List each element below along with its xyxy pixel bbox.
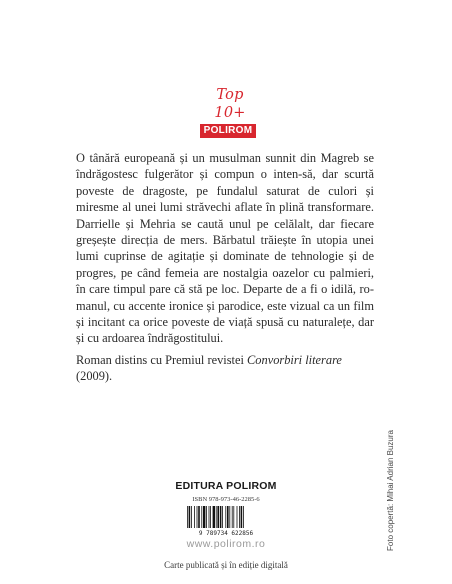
publisher-website[interactable]: www.polirom.ro xyxy=(186,538,266,550)
award-magazine: Convorbiri literare xyxy=(247,353,342,367)
barcode-bar xyxy=(203,506,205,528)
barcode-bar xyxy=(197,506,198,528)
series-title: Top 10+ xyxy=(214,87,246,121)
publisher-badge: POLIROM xyxy=(200,124,256,138)
barcode-bar xyxy=(233,506,234,528)
barcode-bar xyxy=(189,506,191,528)
barcode-bar xyxy=(229,506,230,528)
barcode-bar xyxy=(217,506,219,528)
barcode-bar xyxy=(198,506,200,528)
barcode-bar xyxy=(241,506,243,528)
barcode-bar xyxy=(243,506,244,528)
barcode-bar xyxy=(237,506,238,528)
barcode-bar xyxy=(232,506,233,528)
barcode-bar xyxy=(227,506,229,528)
barcode-bar xyxy=(213,506,215,528)
book-blurb: O tânără europeană și un musulman sunnit din Magreb se îndrăgostesc fulgerător și compun o inten-să, dar scurtă poveste de dragoste, pe fundalul saturat de culori și miresme al unei lumi străvechi aflate în plină transformare. Darrielle și Mehria se caută unul pe celălalt, dar fiecare greșește direcția de mers. Bărbatul trăiește în utopia unei lumi cuprinse de agitație și dominate de tehnologie și de progres, pe când femeia are nostalgia oazelor cu palmieri, în care timpul pare că stă pe loc. Departe de a fi o idilă, ro-manul, cu accente ironice și parodice, este vizual ca un film și incitant ca orice poveste de viață spusă cu naturalețe, dar și cu ardoarea îndrăgostitului. xyxy=(76,151,374,346)
barcode-bar xyxy=(222,506,223,528)
barcode-bar xyxy=(201,506,202,528)
series-logo xyxy=(200,86,256,138)
digital-edition-note: Carte publicată și în ediție digitală xyxy=(164,560,288,570)
award-prefix: Roman distins cu Premiul revistei xyxy=(76,353,248,367)
award-note xyxy=(76,352,374,385)
barcode-bar xyxy=(191,506,192,528)
barcode-bar xyxy=(209,506,210,528)
barcode-bar xyxy=(187,506,188,528)
barcode-bar xyxy=(225,506,226,528)
isbn-text: ISBN 978-973-46-2285-6 xyxy=(192,496,260,503)
award-year: (2009). xyxy=(76,369,113,384)
barcode-bar xyxy=(220,506,222,528)
barcode-graphic xyxy=(183,506,269,536)
barcode-bar xyxy=(239,506,240,528)
barcode-digits: 9 789734 622856 xyxy=(198,530,254,536)
barcode-bar xyxy=(216,506,217,528)
barcode-bar xyxy=(210,506,211,528)
barcode xyxy=(183,506,269,536)
barcode-bar xyxy=(194,506,195,528)
publisher-name: EDITURA POLIROM xyxy=(175,480,277,492)
barcode-bar xyxy=(206,506,207,528)
photo-credit: Foto copertă: Mihai Adrian Buzura xyxy=(386,430,395,551)
